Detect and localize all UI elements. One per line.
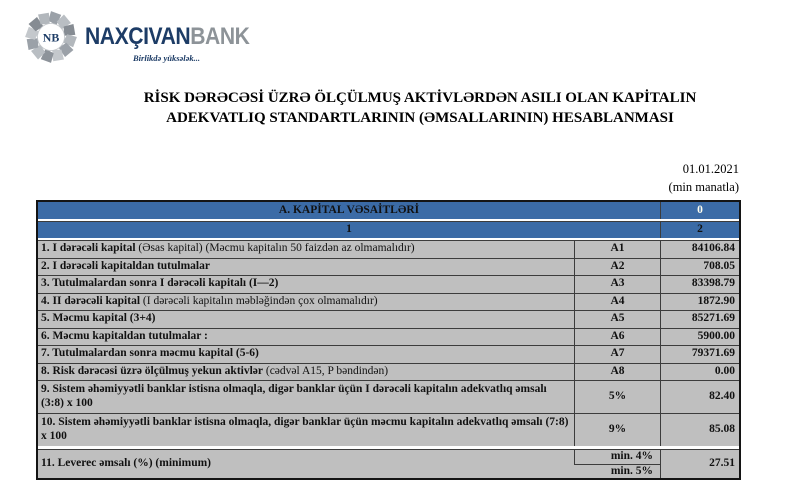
row-code-min4: min. 4%	[574, 449, 660, 464]
row-code: A4	[574, 293, 660, 311]
bank-name	[85, 25, 249, 49]
page-title-line1: RİSK DƏRƏCƏSİ ÜZRƏ ÖLÇÜLMUŞ AKTİVLƏRDƏN ASILI OLAN KAPİTALIN	[143, 90, 697, 106]
section-header-cell: A. KAPİTAL VƏSAİTLƏRİ	[38, 202, 660, 219]
table-row	[38, 363, 739, 381]
row-label: 9. Sistem əhəmiyyətli banklar istisna olmaqla, digər banklar üçün I dərəcəli kapitalın adekvatlıq əmsalı (3:8) x 100	[38, 380, 574, 413]
row-value: 83398.79	[660, 275, 739, 293]
row-code: 9%	[574, 413, 660, 446]
table-row	[38, 293, 739, 311]
row-label: 6. Məcmu kapitaldan tutulmalar :	[38, 328, 574, 346]
page-title-line2: ADEKVATLIQ STANDARTLARININ (ƏMSALLARININ) HESABLANMASI	[166, 109, 674, 126]
table-row	[38, 240, 739, 258]
row-label: 10. Sistem əhəmiyyətli banklar istisna olmaqla, digər banklar üçün məcmu kapitalın adekvatlıq əmsalı (7:8) x 100	[38, 413, 574, 446]
row-label: 5. Məcmu kapital (3+4)	[38, 310, 574, 328]
table-row	[38, 258, 739, 276]
index-left-cell: 1	[38, 221, 660, 238]
table-row-leverage	[38, 449, 739, 464]
table-index-row	[38, 221, 739, 238]
row-label: 3. Tutulmalardan sonra I dərəcəli kapitalı (I—2)	[38, 275, 574, 293]
row-code: A6	[574, 328, 660, 346]
report-unit: (min manatla)	[668, 180, 739, 195]
report-meta	[669, 160, 739, 196]
page-title	[40, 89, 800, 128]
table-row	[38, 310, 739, 328]
table-row	[38, 275, 739, 293]
header-col-0-cell: 0	[660, 202, 739, 219]
row-code: A3	[574, 275, 660, 293]
bank-name-primary: NAXÇIVAN	[85, 23, 191, 50]
row-value: 85.08	[660, 413, 739, 446]
row-label: 7. Tutulmalardan sonra məcmu kapital (5-6)	[38, 345, 574, 363]
row-value: 1872.90	[660, 293, 739, 311]
row-label: 8. Risk dərəcəsi üzrə ölçülmuş yekun aktivlər (cədvəl A15, P bəndindən)	[38, 363, 574, 381]
index-right-cell: 2	[660, 221, 739, 238]
bank-monogram: NB	[42, 30, 60, 45]
row-value: 84106.84	[660, 240, 739, 258]
table-row	[38, 380, 739, 413]
capital-table	[36, 200, 741, 480]
row-label: 11. Leverec əmsalı (%) (minimum)	[38, 449, 574, 478]
row-label: 1. I dərəcəli kapital (Əsas kapital) (Məcmu kapitalın 50 faizdən az olmamalıdır)	[38, 240, 574, 258]
row-value: 27.51	[660, 449, 739, 478]
report-date: 01.01.2021	[682, 162, 739, 176]
row-label: 2. I dərəcəli kapitaldan tutulmalar	[38, 258, 574, 276]
row-label: 4. II dərəcəli kapital (I dərəcəli kapitalın məbləğindən çox olmamalıdır)	[38, 293, 574, 311]
row-code: 5%	[574, 380, 660, 413]
table-row	[38, 413, 739, 446]
bank-logo	[24, 10, 272, 64]
row-code: A2	[574, 258, 660, 276]
row-value: 708.05	[660, 258, 739, 276]
row-code: A5	[574, 310, 660, 328]
bank-logo-gear-icon	[24, 10, 78, 64]
table-row	[38, 345, 739, 363]
row-value: 82.40	[660, 380, 739, 413]
table-row	[38, 328, 739, 346]
table-section-header-row	[38, 202, 739, 219]
row-value: 85271.69	[660, 310, 739, 328]
row-value: 79371.69	[660, 345, 739, 363]
row-code-min5: min. 5%	[574, 464, 660, 479]
bank-tagline: Birlikdə yüksələk...	[133, 53, 201, 63]
row-code: A1	[574, 240, 660, 258]
bank-name-secondary: BANK	[190, 23, 250, 50]
row-value: 0.00	[660, 363, 739, 381]
row-value: 5900.00	[660, 328, 739, 346]
row-code: A8	[574, 363, 660, 381]
row-code: A7	[574, 345, 660, 363]
